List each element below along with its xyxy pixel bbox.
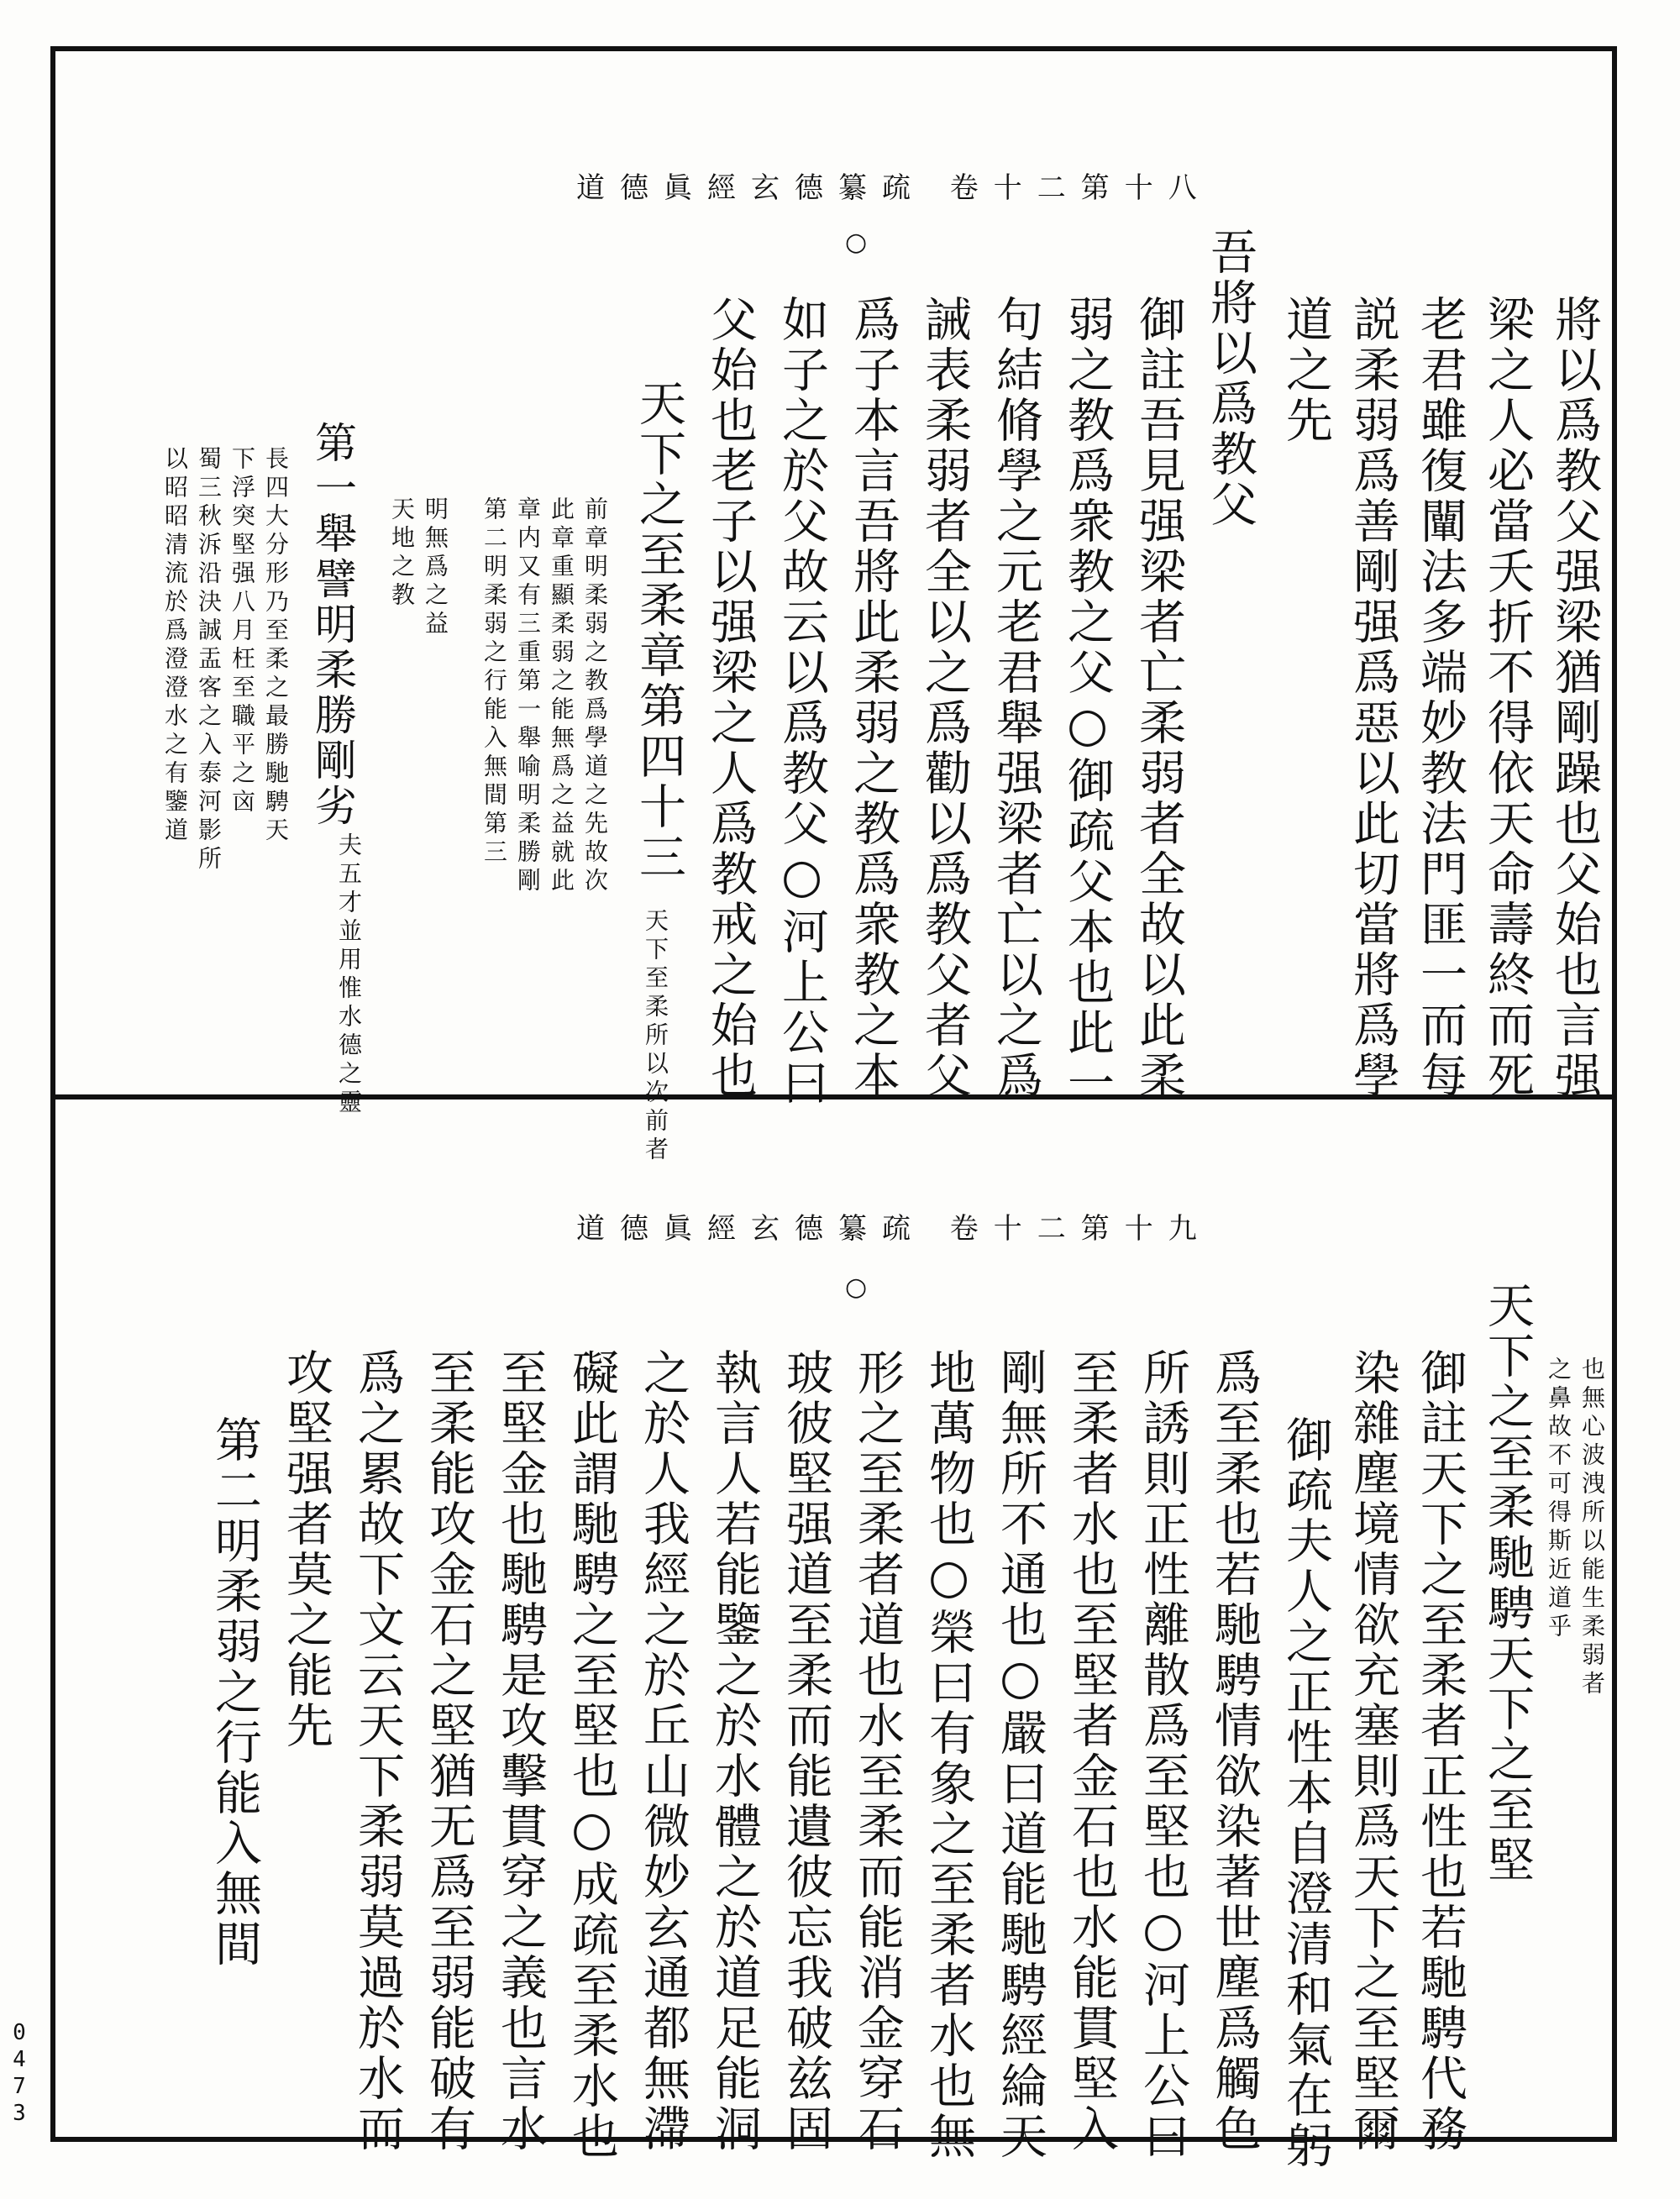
page-number: 0473: [7, 2020, 32, 2128]
small-text-column: 長四大分形乃至柔之最勝馳騁天: [262, 446, 290, 846]
text-column: 道之先: [1278, 295, 1333, 446]
section-heading: 第一舉譬明柔勝剛劣: [308, 421, 357, 829]
small-text-column: 第二明柔弱之行能入無間第三: [480, 496, 508, 868]
small-text-column: 章内又有三重第一舉喻明柔勝剛: [514, 496, 542, 896]
text-column: 御疏夫人之正性本自澄清和氣在躬: [1278, 1415, 1333, 2171]
text-column: 形之至柔者道也水至柔而能消金穿石: [850, 1348, 905, 2154]
text-column: 之於人我經之於丘山微妙玄通都無滯: [636, 1348, 690, 2154]
text-column: 弱之教爲衆教之父○御疏父本也此一: [1060, 295, 1115, 1109]
chapter-title: 天下之至柔章第四十三: [632, 379, 686, 883]
text-column: 執言人若能鑒之於水體之於道足能洞: [707, 1348, 762, 2154]
circle-mark-bottom: ○: [845, 1273, 868, 1302]
text-column: 誡表柔弱者全以之爲勸以爲教父者父: [917, 295, 972, 1101]
text-column: 剛無所不通也○嚴曰道能馳騁經綸天: [993, 1348, 1047, 2162]
small-text-column: 夫五才並用惟水德之靈: [335, 832, 363, 1118]
small-text-column: 之鼻故不可得斯近道乎: [1545, 1357, 1572, 1642]
top-page-panel: [55, 51, 1612, 1165]
small-text-column: 天地之教: [388, 496, 416, 611]
small-text-column: 蜀三秋泝沿決誠盂客之入泰河影所: [195, 446, 223, 874]
text-column: 爲子本言吾將此柔弱之教爲衆教之本: [846, 295, 900, 1101]
text-column: 至柔能攻金石之堅猶无爲至弱能破有: [422, 1348, 476, 2154]
running-header-bottom: 道德眞經玄德纂疏 卷十二第十九: [576, 1212, 1212, 1246]
text-column: 如子之於父故云以爲教父○河上公曰: [774, 295, 829, 1109]
small-text-column: 以昭昭清流於爲澄澄水之有鑒道: [161, 446, 189, 846]
text-column: 至柔者水也至堅者金石也水能貫堅入: [1064, 1348, 1119, 2154]
circle-mark-top: ○: [845, 228, 868, 257]
small-text-column: 此章重顯柔弱之能無爲之益就此: [548, 496, 575, 896]
small-text-column: 下浮突堅强八月枉至職平之㐫: [228, 446, 256, 817]
text-column: 爲之累故下文云天下柔弱莫過於水而: [350, 1348, 405, 2154]
text-column: 爲至柔也若馳騁情欲染著世塵爲觸色: [1207, 1348, 1262, 2154]
text-column: 句結脩學之元老君舉强梁者亡以之爲: [989, 295, 1043, 1101]
text-column: 礙此謂馳騁之至堅也○成疏至柔水也: [564, 1348, 619, 2162]
small-text-column: 天下至柔所以次前者: [642, 908, 669, 1165]
text-column: 御註天下之至柔者正性也若馳騁代務: [1413, 1348, 1467, 2154]
text-column: 説柔弱爲善剛强爲惡以此切當將爲學: [1346, 295, 1400, 1101]
text-column: 染雜塵境情欲充塞則爲天下之至堅爾: [1346, 1348, 1400, 2154]
text-column: 玻彼堅强道至柔而能遺彼忘我破兹固: [779, 1348, 833, 2154]
text-column: 老君雖復闡法多端妙教法門匪一而每: [1413, 295, 1467, 1101]
text-column: 天下之至柔馳騁天下之至堅: [1480, 1281, 1535, 1886]
small-text-column: 也無心波洩所以能生柔弱者: [1578, 1357, 1606, 1699]
running-header-top: 道德眞經玄德纂疏 卷十二第十八: [576, 171, 1212, 205]
text-column: 將以爲教父强梁猶剛躁也父始也言强: [1547, 295, 1602, 1101]
bottom-page-panel: [55, 1105, 1612, 2171]
text-column: 所誘則正性離散爲至堅也○河上公曰: [1136, 1348, 1190, 2162]
text-column: 父始也老子以强梁之人爲教戒之始也: [703, 295, 758, 1101]
text-column: 地萬物也○榮曰有象之至柔者水也無: [921, 1348, 976, 2162]
text-column: 至堅金也馳騁是攻擊貫穿之義也言水: [493, 1348, 548, 2154]
text-column: 吾將以爲教父: [1203, 228, 1257, 530]
text-column: 攻堅强者莫之能先: [279, 1348, 333, 1751]
small-text-column: 前章明柔弱之教爲學道之先故次: [581, 496, 609, 896]
text-column: 御註吾見强梁者亡柔弱者全故以此柔: [1131, 295, 1186, 1101]
small-text-column: 明無爲之益: [422, 496, 449, 639]
text-column: 梁之人必當夭折不得依天命壽終而死: [1480, 295, 1535, 1101]
section-heading: 第二明柔弱之行能入無間: [207, 1415, 262, 1970]
